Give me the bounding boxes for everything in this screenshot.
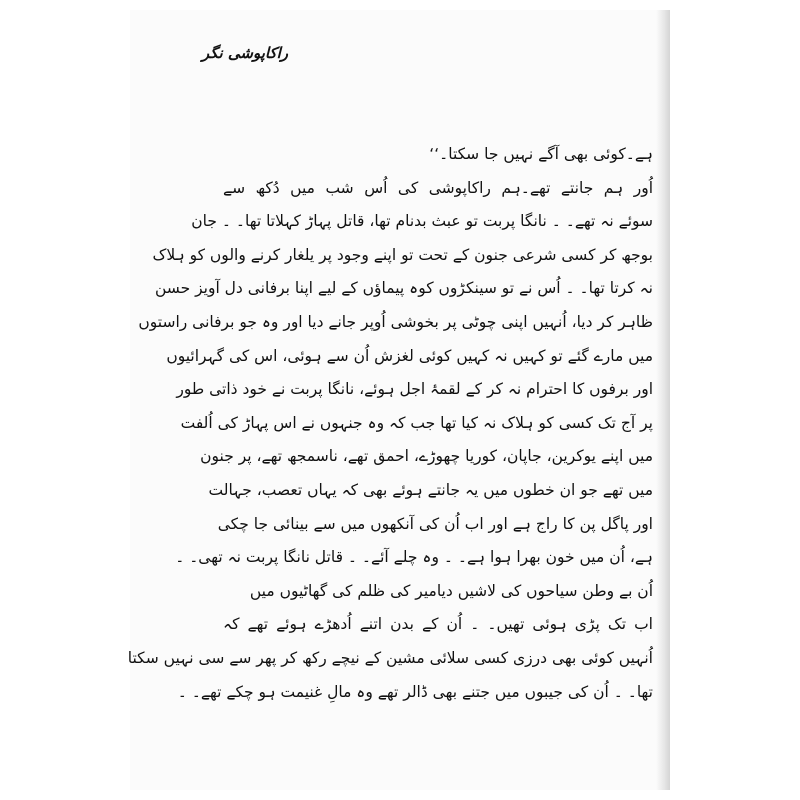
text-line: بوجھ کر کسی شرعی جنون کے تحت تو اپنے وجود پر یلغار کرنے والوں کو ہلاک xyxy=(152,245,653,264)
text-line: اُنہیں کوئی بھی درزی کسی سلائی مشین کے نیچے رکھ کر پھر سے سی نہیں سکتا xyxy=(127,648,653,667)
text-line: ہے۔کوئی بھی آگے نہیں جا سکتا۔‘‘ xyxy=(429,145,653,163)
text-line: میں مارے گئے تو کہیں نہ کہیں کوئی لغزش اُن سے ہوئی، اس کی گہرائیوں xyxy=(166,346,653,365)
text-line: میں اپنے یوکرین، جاپان، کوریا چھوڑے، احمق تھے، ناسمجھ تھے، پر جنون xyxy=(200,447,653,466)
text-line: تھا۔ ۔ اُن کی جیبوں میں جتنے بھی ڈالر تھے وہ مالِ غنیمت ہو چکے تھے۔ ۔ xyxy=(177,682,653,701)
text-line: میں تھے جو ان خطوں میں یہ جانتے ہوئے بھی کہ یہاں تعصب، جہالت xyxy=(208,480,653,499)
book-page xyxy=(127,10,670,790)
text-line: نہ کرتا تھا۔ ۔ اُس نے تو سینکڑوں کوہ پیماؤں کے لیے اپنا برفانی دل آویز حسن xyxy=(154,279,653,298)
page-spine-shadow xyxy=(656,10,670,790)
running-header: راکاپوشی نگر xyxy=(201,44,288,62)
text-line: سوئے نہ تھے۔ ۔ نانگا پربت تو عبث بدنام تھا، قاتل پہاڑ کہلاتا تھا۔ ۔ جان xyxy=(191,212,653,231)
body-text xyxy=(127,138,653,709)
text-line: اُن بے وطن سیاحوں کی لاشیں دیامیر کی ظلم کی گھاٹیوں میں xyxy=(249,581,653,600)
text-line: اور برفوں کا احترام نہ کر کے لقمۂ اجل ہوئے، نانگا پربت نے خود ذاتی طور xyxy=(176,380,653,399)
text-line: ہے، اُن میں خون بھرا ہوا ہے۔ ۔ وہ چلے آئے۔ ۔ قاتل نانگا پربت نہ تھی۔ ۔ xyxy=(175,548,653,567)
text-line: ظاہر کر دیا، اُنہیں اپنی چوٹی پر بخوشی اُوپر جانے دیا اور وہ جو برفانی راستوں xyxy=(138,312,653,331)
text-line: اُور ہم جانتے تھے۔ہم راکاپوشی کی اُس شب میں دُکھ سے xyxy=(223,178,653,197)
text-line: پر آج تک کسی کو ہلاک نہ کیا تھا جب کہ وہ جنہوں نے اس پہاڑ کی اُلفت xyxy=(180,413,653,432)
text-line: اب تک پڑی ہوئی تھیں۔ ۔ اُن کے بدن اتنے اُدھڑے ہوئے تھے کہ xyxy=(223,615,653,634)
text-line: اور پاگل پن کا راج ہے اور اب اُن کی آنکھوں میں سے بینائی جا چکی xyxy=(217,514,653,533)
